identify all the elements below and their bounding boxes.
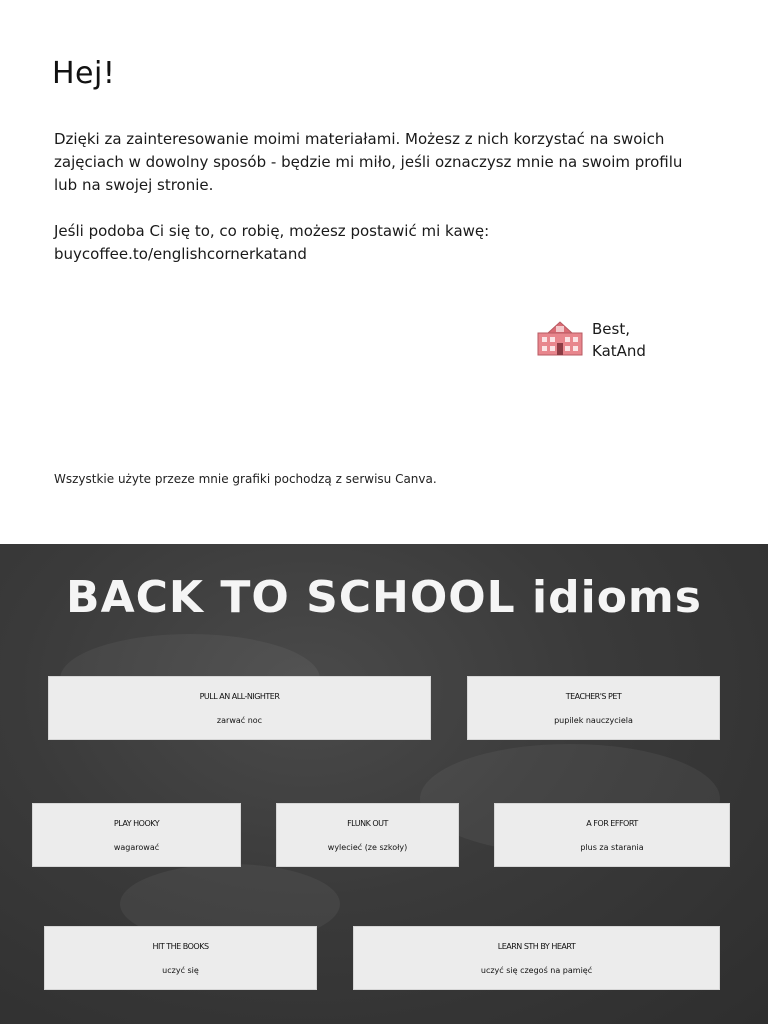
idiom-term: HIT THE BOOKS <box>152 942 209 951</box>
idiom-translation: uczyć się <box>162 966 199 975</box>
idiom-card-hit-the-books <box>44 926 317 990</box>
signature-closing: Best, <box>592 320 630 338</box>
coffee-link[interactable]: buycoffee.to/englishcornerkatand <box>54 245 307 263</box>
coffee-paragraph <box>54 220 694 266</box>
idiom-card-play-hooky <box>32 803 241 867</box>
signature-text <box>592 318 646 362</box>
board-title: BACK TO SCHOOL idioms <box>66 572 702 623</box>
idiom-term: FLUNK OUT <box>347 819 388 828</box>
idiom-card-pull-an-all-nighter <box>48 676 431 740</box>
idiom-translation: wylecieć (ze szkoły) <box>327 843 408 852</box>
idiom-term: PULL AN ALL-NIGHTER <box>199 692 280 701</box>
idiom-term: TEACHER'S PET <box>565 692 622 701</box>
idiom-term: PLAY HOOKY <box>113 819 160 828</box>
idiom-card-a-for-effort <box>494 803 730 867</box>
idiom-card-flunk-out <box>276 803 459 867</box>
intro-paragraph: Dzięki za zainteresowanie moimi materiałami. Możesz z nich korzystać na swoich zajęciach w dowolny sposób - będzie mi miło, jeśli oznaczysz mnie na swoim profilu lub na swojej stronie. <box>54 130 683 194</box>
idiom-card-teachers-pet <box>467 676 720 740</box>
idiom-card-learn-sth-by-heart <box>353 926 720 990</box>
greeting: Hej! <box>52 56 116 91</box>
idiom-term: LEARN STH BY HEART <box>497 942 576 951</box>
idiom-translation: uczyć się czegoś na pamięć <box>480 966 593 975</box>
idiom-translation: pupilek nauczyciela <box>554 716 633 725</box>
chalkboard <box>0 544 768 1024</box>
school-building-icon <box>536 319 584 362</box>
idiom-translation: zarwać noc <box>216 716 263 725</box>
idiom-translation: wagarować <box>113 843 160 852</box>
coffee-text: Jeśli podoba Ci się to, co robię, możesz postawić mi kawę: <box>54 222 490 240</box>
signature-name: KatAnd <box>592 342 646 360</box>
idiom-translation: plus za starania <box>580 843 644 852</box>
footnote: Wszystkie użyte przeze mnie grafiki pochodzą z serwisu Canva. <box>54 472 437 486</box>
signature <box>536 318 646 362</box>
idiom-term: A FOR EFFORT <box>586 819 638 828</box>
